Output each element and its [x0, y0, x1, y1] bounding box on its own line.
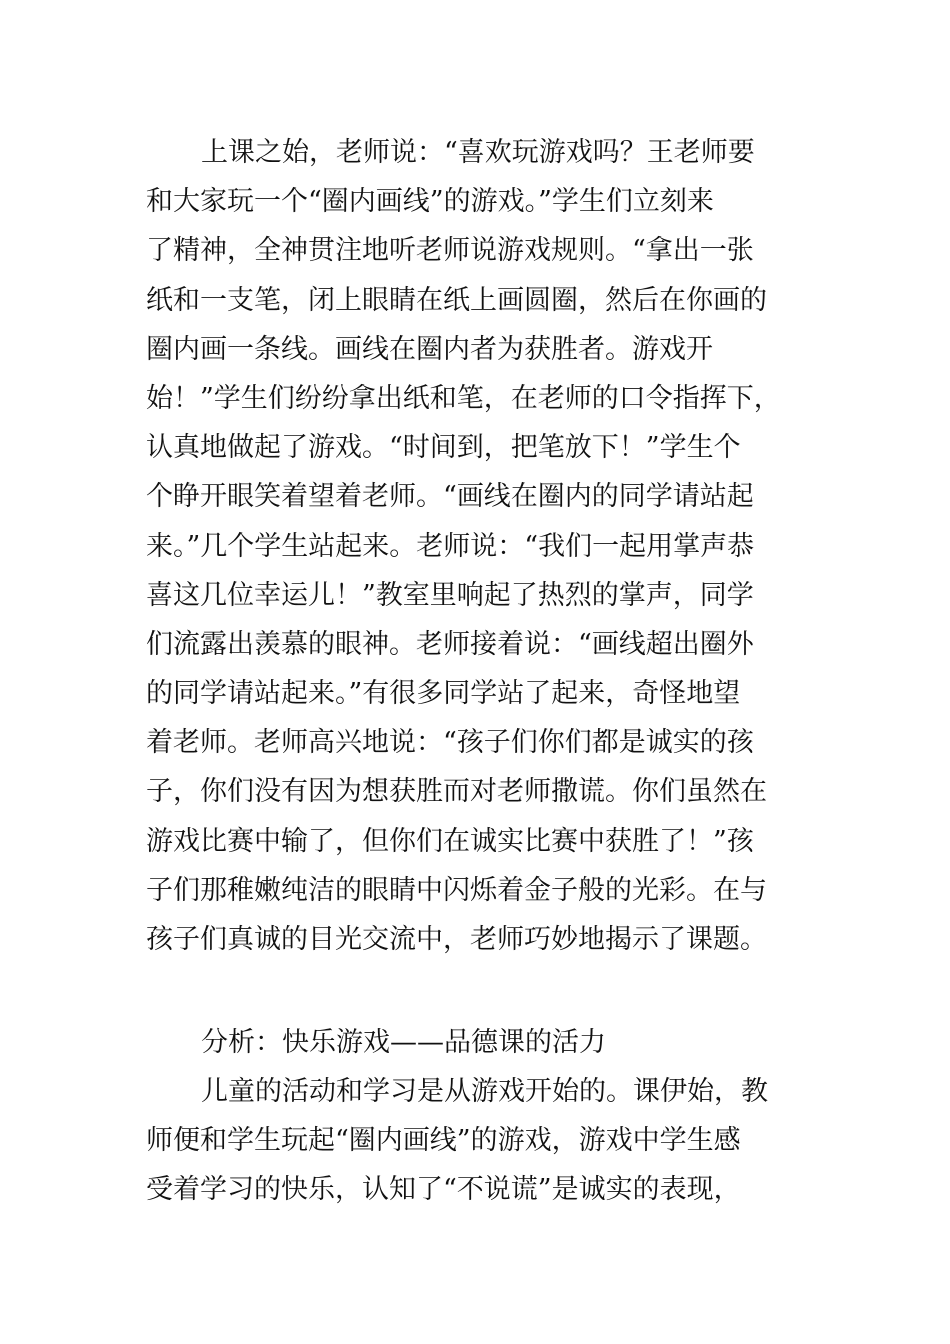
- paragraph-line: 子，你们没有因为想获胜而对老师撒谎。你们虽然在: [146, 776, 767, 808]
- analysis-heading: 分析：快乐游戏——品德课的活力: [201, 1027, 606, 1058]
- paragraph-line: 游戏比赛中输了，但你们在诚实比赛中获胜了！”孩: [146, 825, 754, 857]
- paragraph-line: 子们那稚嫩纯洁的眼睛中闪烁着金子般的光彩。在与: [146, 874, 767, 906]
- paragraph-line: 儿童的活动和学习是从游戏开始的。课伊始，教: [201, 1076, 768, 1107]
- paragraph-line: 师便和学生玩起“圈内画线”的游戏，游戏中学生感: [146, 1125, 741, 1157]
- paragraph-line: 认真地做起了游戏。“时间到，把笔放下！”学生个: [146, 432, 741, 464]
- paragraph-line: 圈内画一条线。画线在圈内者为获胜者。游戏开: [146, 333, 713, 365]
- paragraph-line: 上课之始，老师说：“喜欢玩游戏吗？王老师要: [201, 137, 755, 168]
- paragraph-line: 纸和一支笔，闭上眼睛在纸上画圆圈，然后在你画的: [146, 284, 767, 316]
- analysis-paragraph: [146, 1067, 818, 1215]
- paragraph-line: 们流露出羡慕的眼神。老师接着说：“画线超出圈外: [146, 628, 754, 660]
- paragraph-line: 来。”几个学生站起来。老师说：“我们一起用掌声恭: [146, 530, 755, 562]
- paragraph-line: 着老师。老师高兴地说：“孩子们你们都是诚实的孩: [146, 727, 754, 759]
- paragraph-line: 的同学请站起来。”有很多同学站了起来，奇怪地望: [146, 678, 741, 710]
- paragraph-line: 了精神，全神贯注地听老师说游戏规则。“拿出一张: [146, 235, 754, 267]
- paragraph-line: 孩子们真诚的目光交流中，老师巧妙地揭示了课题。: [146, 924, 767, 955]
- paragraph-line: 个睁开眼笑着望着老师。“画线在圈内的同学请站起: [146, 481, 754, 513]
- paragraph-line: 受着学习的快乐，认知了“不说谎”是诚实的表现，: [146, 1174, 741, 1206]
- paragraph-line: 始！”学生们纷纷拿出纸和笔，在老师的口令指挥下，: [146, 382, 781, 414]
- story-paragraph: [146, 128, 818, 964]
- paragraph-line: 和大家玩一个“圈内画线”的游戏。”学生们立刻来: [146, 186, 714, 218]
- analysis-heading-block: [146, 1018, 818, 1067]
- paragraph-line: 喜这几位幸运儿！”教室里响起了热烈的掌声，同学: [146, 579, 754, 611]
